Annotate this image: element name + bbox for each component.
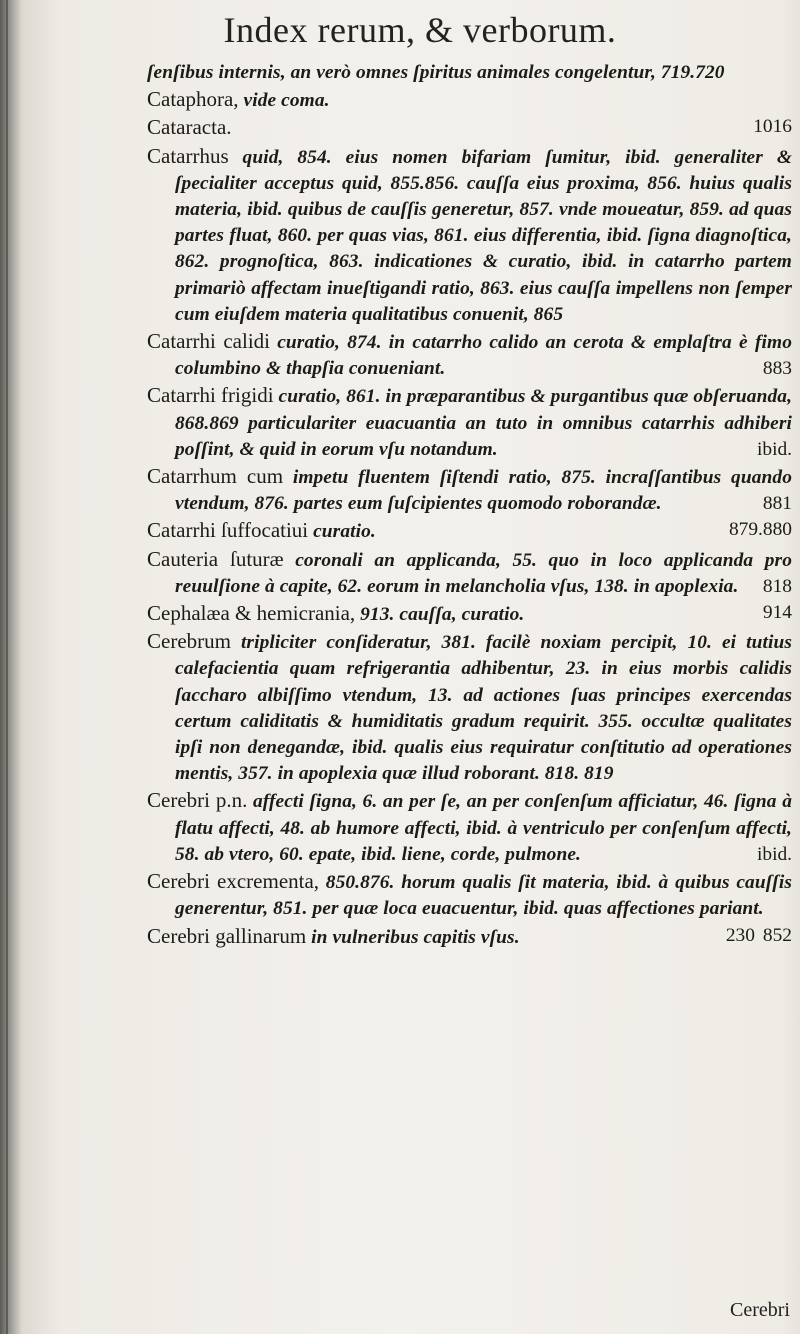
entry-body: affecti ſigna, 6. an per ſe, an per conſenſum afficiatur, 46. ſigna à flatu affecti, 48. ab humore affecti, ibid. à ventriculo per conſenſum affecti, 58. ab vtero, 60. epate, ibid. liene, corde, pulmone. [175, 791, 792, 865]
index-entry [147, 382, 792, 463]
entry-body: ſenſibus internis, an verò omnes ſpiritus animales congelentur, 719.720 [147, 62, 725, 83]
entry-term: Catarrhi ſuffocatiui [147, 518, 309, 543]
entry-page-ref: ibid. [756, 438, 792, 460]
entry-body: impetu fluentem ſiſtendi ratio, 875. incraſſantibus quando vtendum, 876. partes eum ſuſcipientes quomodo roborandæ. [175, 467, 792, 515]
entry-page-ref: ibid. [756, 843, 792, 865]
entry-term: Cephalæa & hemicrania, [147, 601, 356, 626]
entry-term: Cerebri p.n. [147, 788, 248, 813]
entry-term: Catarrhus [147, 143, 229, 168]
entry-term: Catarrhi calidi [147, 329, 270, 354]
entry-body: curatio, 874. in catarrho calido an cerota & emplaſtra è fimo columbino & thapſia conueniant. [175, 332, 792, 380]
index-entry [147, 628, 792, 787]
entry-body: 850.876. horum qualis ſit materia, ibid. à quibus cauſſis generentur, 851. per quæ loca euacuentur, ibid. quas affectiones pariant. [175, 872, 792, 920]
index-entry [147, 923, 792, 951]
index-entry [147, 463, 792, 517]
entry-page-ref: 879.880 [728, 519, 792, 541]
index-entry [147, 58, 792, 86]
entry-page-ref: 883 [762, 358, 792, 380]
entry-term: Cerebri gallinarum [147, 923, 307, 948]
entry-page-ref: 230 [725, 924, 755, 946]
binding-gutter [6, 0, 8, 1334]
entry-term: Cerebrum [147, 629, 231, 654]
index-entry [147, 143, 792, 328]
index-entries [147, 58, 792, 951]
entry-page-ref: 852 [762, 924, 792, 946]
entry-page-ref: 914 [762, 602, 792, 624]
entry-term: Cataphora, [147, 87, 239, 112]
entry-body: 913. cauſſa, curatio. [355, 604, 525, 626]
entry-term: Catarrhum cum [147, 464, 284, 489]
entry-page-ref: 818 [762, 575, 792, 597]
running-header: Index rerum, & verborum. [223, 10, 617, 50]
index-entry [147, 328, 792, 382]
index-entry [147, 787, 792, 868]
entry-term: Cauteria ſuturæ [147, 546, 284, 571]
entry-term: Cerebri excrementa, [147, 869, 320, 894]
entry-term: Cataracta. [147, 115, 232, 140]
entry-body: curatio, 861. in præparantibus & purgantibus quæ obſeruanda, 868.869 particulariter euacuantia an tuto in omnibus catarrhis adhiberi poſſint, & quid in eorum vſu notandum. [175, 386, 793, 460]
entry-page-ref: 1016 [753, 116, 792, 138]
entry-body: curatio. [308, 521, 376, 543]
entry-body: vide coma. [238, 90, 330, 112]
entry-body: coronali an applicanda, 55. quo in loco applicanda pro reuulſione à capite, 62. eorum in melancholia vſus, 138. in apoplexia. [175, 549, 792, 597]
index-entry [147, 517, 792, 545]
entry-body: in vulneribus capitis vſus. [306, 926, 520, 948]
entry-term: Catarrhi frigidi [147, 383, 274, 408]
catchword: Cerebri [730, 1299, 790, 1321]
entry-body: tripliciter conſideratur, 381. facilè noxiam percipit, 10. ei tutius calefacientia quam refrigerantia adhibentur, 23. in eius morbis calidis ſaccharo albiſſimo vtendum, 13. ad actiones ſuas principes exercendas certum caliditatis & humiditatis gradum requirit. 355. occultæ qualitates ipſi non denegandæ, ibid. qualis eius requiratur conſtitutio ad operationes mentis, 357. in apoplexia quæ illud roborant. 818. 819 [175, 632, 792, 785]
index-entry [147, 546, 792, 600]
index-entry [147, 114, 792, 142]
index-entry [147, 600, 792, 628]
index-entry [147, 86, 792, 114]
entry-body: quid, 854. eius nomen bifariam ſumitur, ibid. generaliter & ſpecialiter acceptus quid, 855.856. cauſſa eius proxima, 856. huius qualis materia, ibid. quibus de cauſſis generetur, 857. vnde moueatur, 859. ad quas partes fluat, 860. per quas vias, 861. eius differentia, ibid. ſigna diagnoſtica, 862. prognoſtica, 863. indicationes & curatio, ibid. in catarrho partem primariò affectam inueſtigandi ratio, 863. eius cauſſa impellens non ſemper cum eiuſdem materia qualitatibus conuenit, 865 [175, 146, 792, 325]
entry-page-ref: 881 [762, 493, 792, 515]
